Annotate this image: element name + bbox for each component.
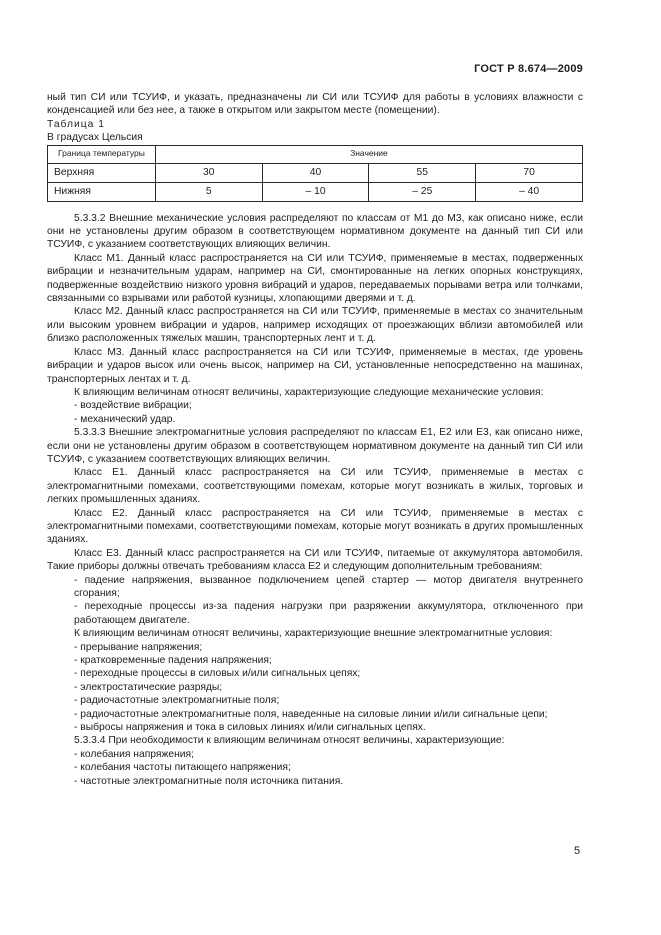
row-label: Верхняя	[48, 163, 156, 182]
list-item: - радиочастотные электромагнитные поля, наведенные на силовые линии и/или сигнальные цепи;	[74, 708, 548, 720]
header-temperature-limit: Граница температуры	[48, 145, 156, 163]
table-label: Таблица 1	[47, 118, 105, 130]
document-standard-code: ГОСТ Р 8.674—2009	[474, 63, 583, 75]
paragraph: 5.3.3.3 Внешние электромагнитные условия распределяют по классам Е1, Е2 или Е3, как описано ниже, если они не установлены другим образом в соответствующем нормативном документе на данный тип СИ или ТСУИФ, с указанием соответствующих влияющих величин.	[47, 427, 583, 465]
table-cell: 5	[155, 182, 262, 201]
list-item: - падение напряжения, вызванное подключением цепей стартер — мотор двигателя внутреннего сгорания;	[74, 574, 583, 599]
list-item: - переходные процессы из-за падения нагрузки при разряжении аккумулятора, отключенного при работающем двигателе.	[74, 601, 583, 626]
list-item: - колебания частоты питающего напряжения;	[74, 762, 291, 774]
list-item: - выбросы напряжения и тока в силовых линиях и/или сигнальных цепях.	[74, 722, 426, 734]
table-row	[48, 163, 583, 182]
list-item: - воздействие вибрации;	[74, 400, 192, 412]
paragraph: Класс Е2. Данный класс распространяется на СИ или ТСУИФ, применяемые в местах с электромагнитными помехами, соответствующими помехам, которые могут возникать в других промышленных зданиях.	[47, 507, 583, 546]
paragraph: Класс М1. Данный класс распространяется на СИ или ТСУИФ, применяемые в местах, подверженных вибрации и незначительным ударам, например на СИ, смонтированные на легких опорных конструкциях, подверженные воздействию низкого уровня вибраций и ударов, передаваемых порывами ветра или толчками, связанными со взрывами или работой кузницы, хлопающими дверями и т. д.	[47, 252, 583, 305]
list-item: - радиочастотные электромагнитные поля;	[74, 695, 280, 707]
paragraph: К влияющим величинам относят величины, характеризующие внешние электромагнитные условия:	[74, 628, 553, 640]
list-item: - кратковременные падения напряжения;	[74, 655, 272, 667]
list-item: - электростатические разряды;	[74, 681, 223, 693]
paragraph: 5.3.3.4 При необходимости к влияющим величинам относят величины, характеризующие:	[74, 735, 505, 747]
table-cell: 30	[155, 163, 262, 182]
list-item: - частотные электромагнитные поля источника питания.	[74, 775, 344, 787]
body-paragraphs	[47, 212, 583, 788]
list-item: - прерывание напряжения;	[74, 641, 203, 653]
paragraph: Класс М2. Данный класс распространяется на СИ или ТСУИФ, применяемые в местах со значительным или высоким уровнем вибрации и ударов, например исходящих от проезжающих вблизи автомобилей или близко расположенных тяжелых машин, транспортерных лент и т. д.	[47, 306, 583, 345]
paragraph: К влияющим величинам относят величины, характеризующие следующие механические условия:	[74, 386, 544, 398]
paragraph: Класс М3. Данный класс распространяется на СИ или ТСУИФ, применяемые в местах, где уровень вибрации и ударов высок или очень высок, например на СИ, установленные непосредственно на машинах, транспортерных лентах и т. д.	[47, 346, 583, 385]
table-cell: – 25	[369, 182, 476, 201]
table-row	[48, 182, 583, 201]
intro-paragraph: ный тип СИ или ТСУИФ, и указать, предназначены ли СИ или ТСУИФ для работы в условиях влажности с конденсацией или без нее, а также в открытом или закрытом месте (помещении).	[47, 92, 583, 117]
table-cell: 55	[369, 163, 476, 182]
table-cell: – 10	[262, 182, 369, 201]
table-cell: – 40	[476, 182, 583, 201]
header-value: Значение	[155, 145, 582, 163]
table-cell: 40	[262, 163, 369, 182]
list-item: - колебания напряжения;	[74, 748, 194, 760]
paragraph: 5.3.3.2 Внешние механические условия распределяют по классам от М1 до М3, как описано ниже, если они не установлены другим образом в соответствующем нормативном документе на данный тип СИ или ТСУИФ, с указанием соответствующих влияющих величин.	[47, 212, 583, 251]
list-item: - переходные процессы в силовых и/или сигнальных цепях;	[74, 668, 361, 680]
table-cell: 70	[476, 163, 583, 182]
paragraph: Класс Е3. Данный класс распространяется на СИ или ТСУИФ, питаемые от аккумулятора автомобиля. Такие приборы должны отвечать требованиям класса Е2 и следующим дополнительным требованиям:	[47, 547, 583, 573]
temperature-table	[47, 145, 583, 202]
table-units: В градусах Цельсия	[47, 132, 143, 144]
list-item: - механический удар.	[74, 413, 176, 425]
table-header-row	[48, 145, 583, 163]
page-number: 5	[574, 845, 581, 857]
paragraph: Класс Е1. Данный класс распространяется на СИ или ТСУИФ, применяемые в местах с электромагнитными помехами, соответствующими помехам, которые могут возникать в жилых, торговых и легких промышленных зданиях.	[47, 467, 583, 506]
row-label: Нижняя	[48, 182, 156, 201]
page-content	[47, 91, 583, 788]
